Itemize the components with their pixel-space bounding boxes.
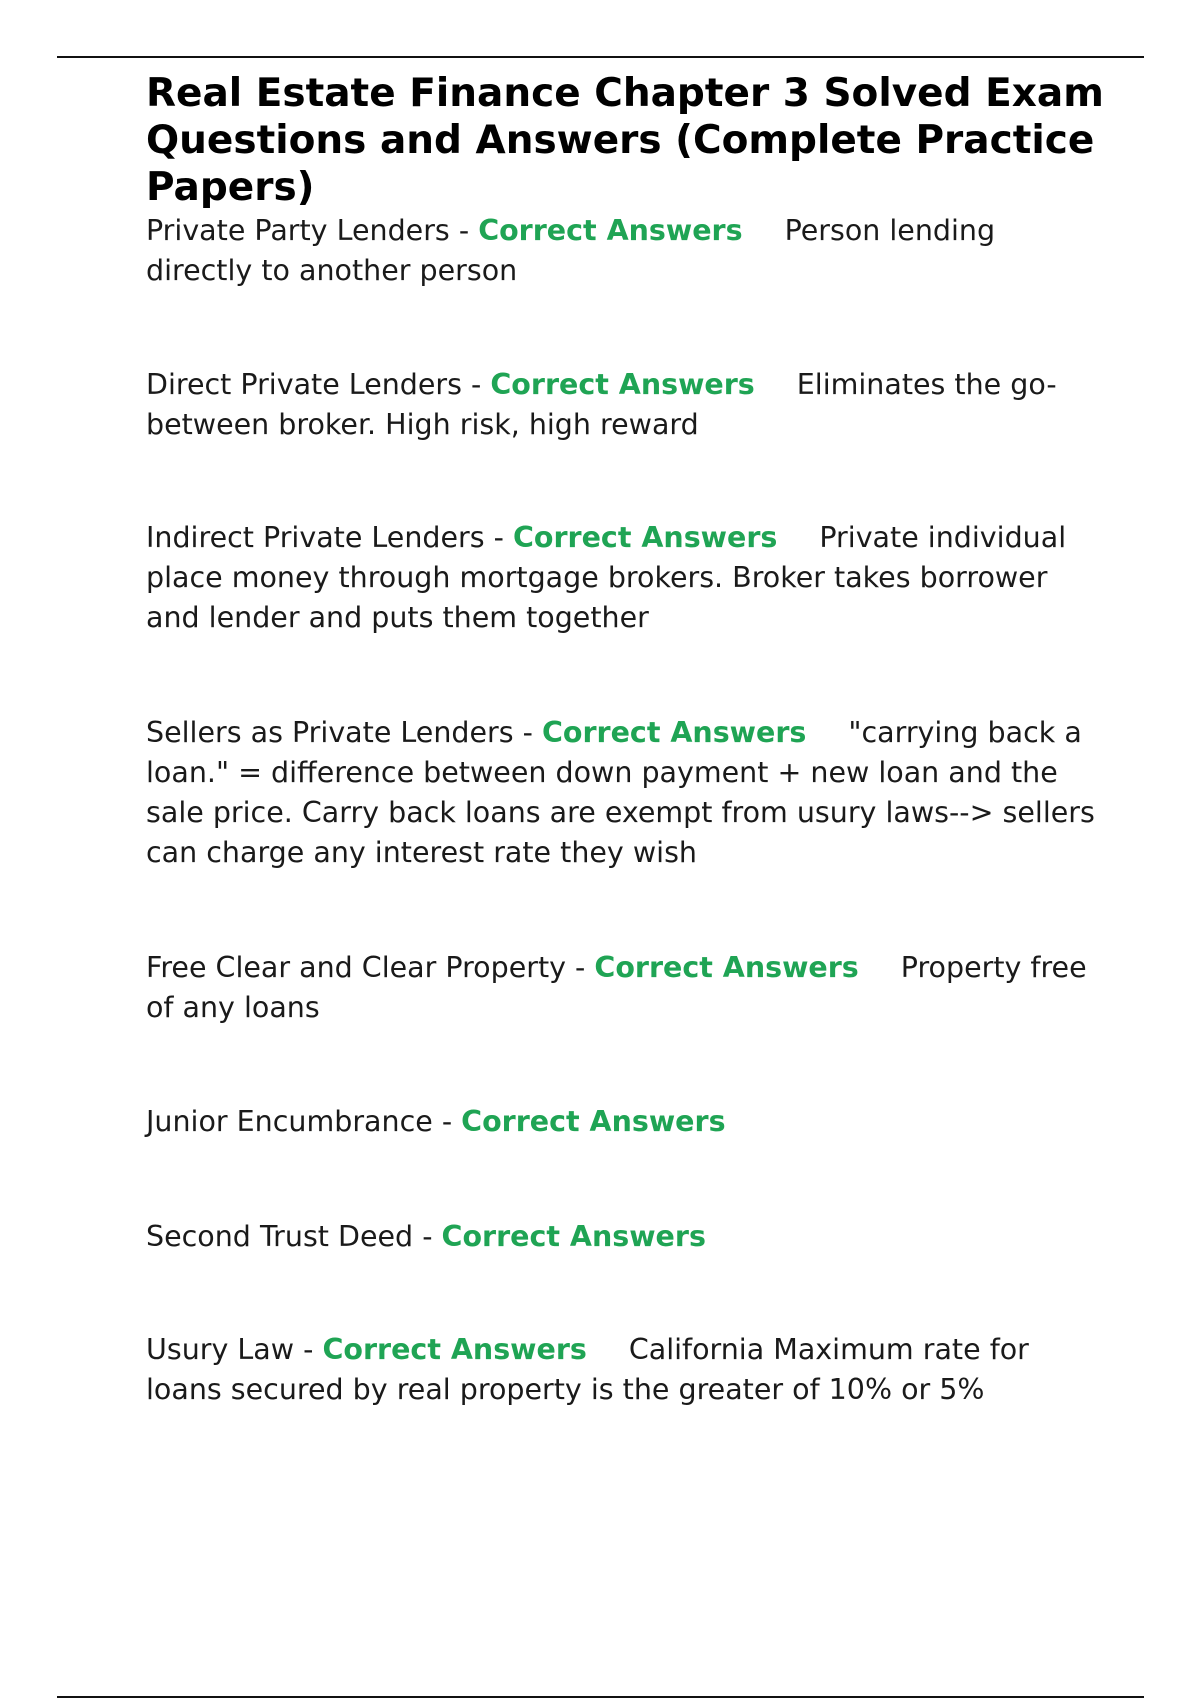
- qa-definition: Eliminates the go-between broker. High risk, high reward: [146, 368, 1057, 441]
- qa-term: Sellers as Private Lenders -: [146, 716, 542, 749]
- qa-term: Usury Law -: [146, 1333, 323, 1366]
- qa-term: Junior Encumbrance -: [146, 1105, 462, 1138]
- correct-answers-tag: Correct Answers: [441, 1220, 706, 1253]
- qa-item: [146, 948, 1096, 1028]
- qa-item: [146, 1217, 1096, 1257]
- qa-definition: California Maximum rate for loans secured by real property is the greater of 10% or 5%: [146, 1333, 1029, 1406]
- qa-term: Free Clear and Clear Property -: [146, 951, 595, 984]
- correct-answers-tag: Correct Answers: [513, 521, 778, 554]
- correct-answers-tag: Correct Answers: [594, 951, 859, 984]
- correct-answers-tag: Correct Answers: [478, 214, 743, 247]
- qa-definition: "carrying back a loan." = difference between down payment + new loan and the sale price. Carry back loans are exempt from usury laws--> sellers can charge any interest rate they wish: [146, 716, 1095, 869]
- qa-item: [146, 1330, 1096, 1410]
- qa-item: [146, 518, 1096, 638]
- correct-answers-tag: Correct Answers: [490, 368, 755, 401]
- qa-definition: Private individual place money through mortgage brokers. Broker takes borrower and lender and puts them together: [146, 521, 1067, 634]
- qa-definition: Property free of any loans: [146, 951, 1087, 1024]
- qa-item: [146, 713, 1096, 873]
- qa-item: [146, 365, 1096, 445]
- qa-item: [146, 1102, 1096, 1142]
- document-title: Real Estate Finance Chapter 3 Solved Exam Questions and Answers (Complete Practice Papers): [146, 71, 1104, 210]
- correct-answers-tag: Correct Answers: [541, 716, 807, 749]
- qa-definition: Person lending directly to another person: [146, 214, 996, 287]
- correct-answers-tag: Correct Answers: [461, 1105, 726, 1138]
- top-divider: [57, 56, 1144, 58]
- qa-term: Direct Private Lenders -: [146, 368, 491, 401]
- qa-term: Second Trust Deed -: [146, 1220, 442, 1253]
- correct-answers-tag: Correct Answers: [322, 1333, 587, 1366]
- qa-item: [146, 211, 1096, 291]
- qa-term: Private Party Lenders -: [146, 214, 479, 247]
- qa-term: Indirect Private Lenders -: [146, 521, 513, 554]
- bottom-divider: [57, 1696, 1144, 1698]
